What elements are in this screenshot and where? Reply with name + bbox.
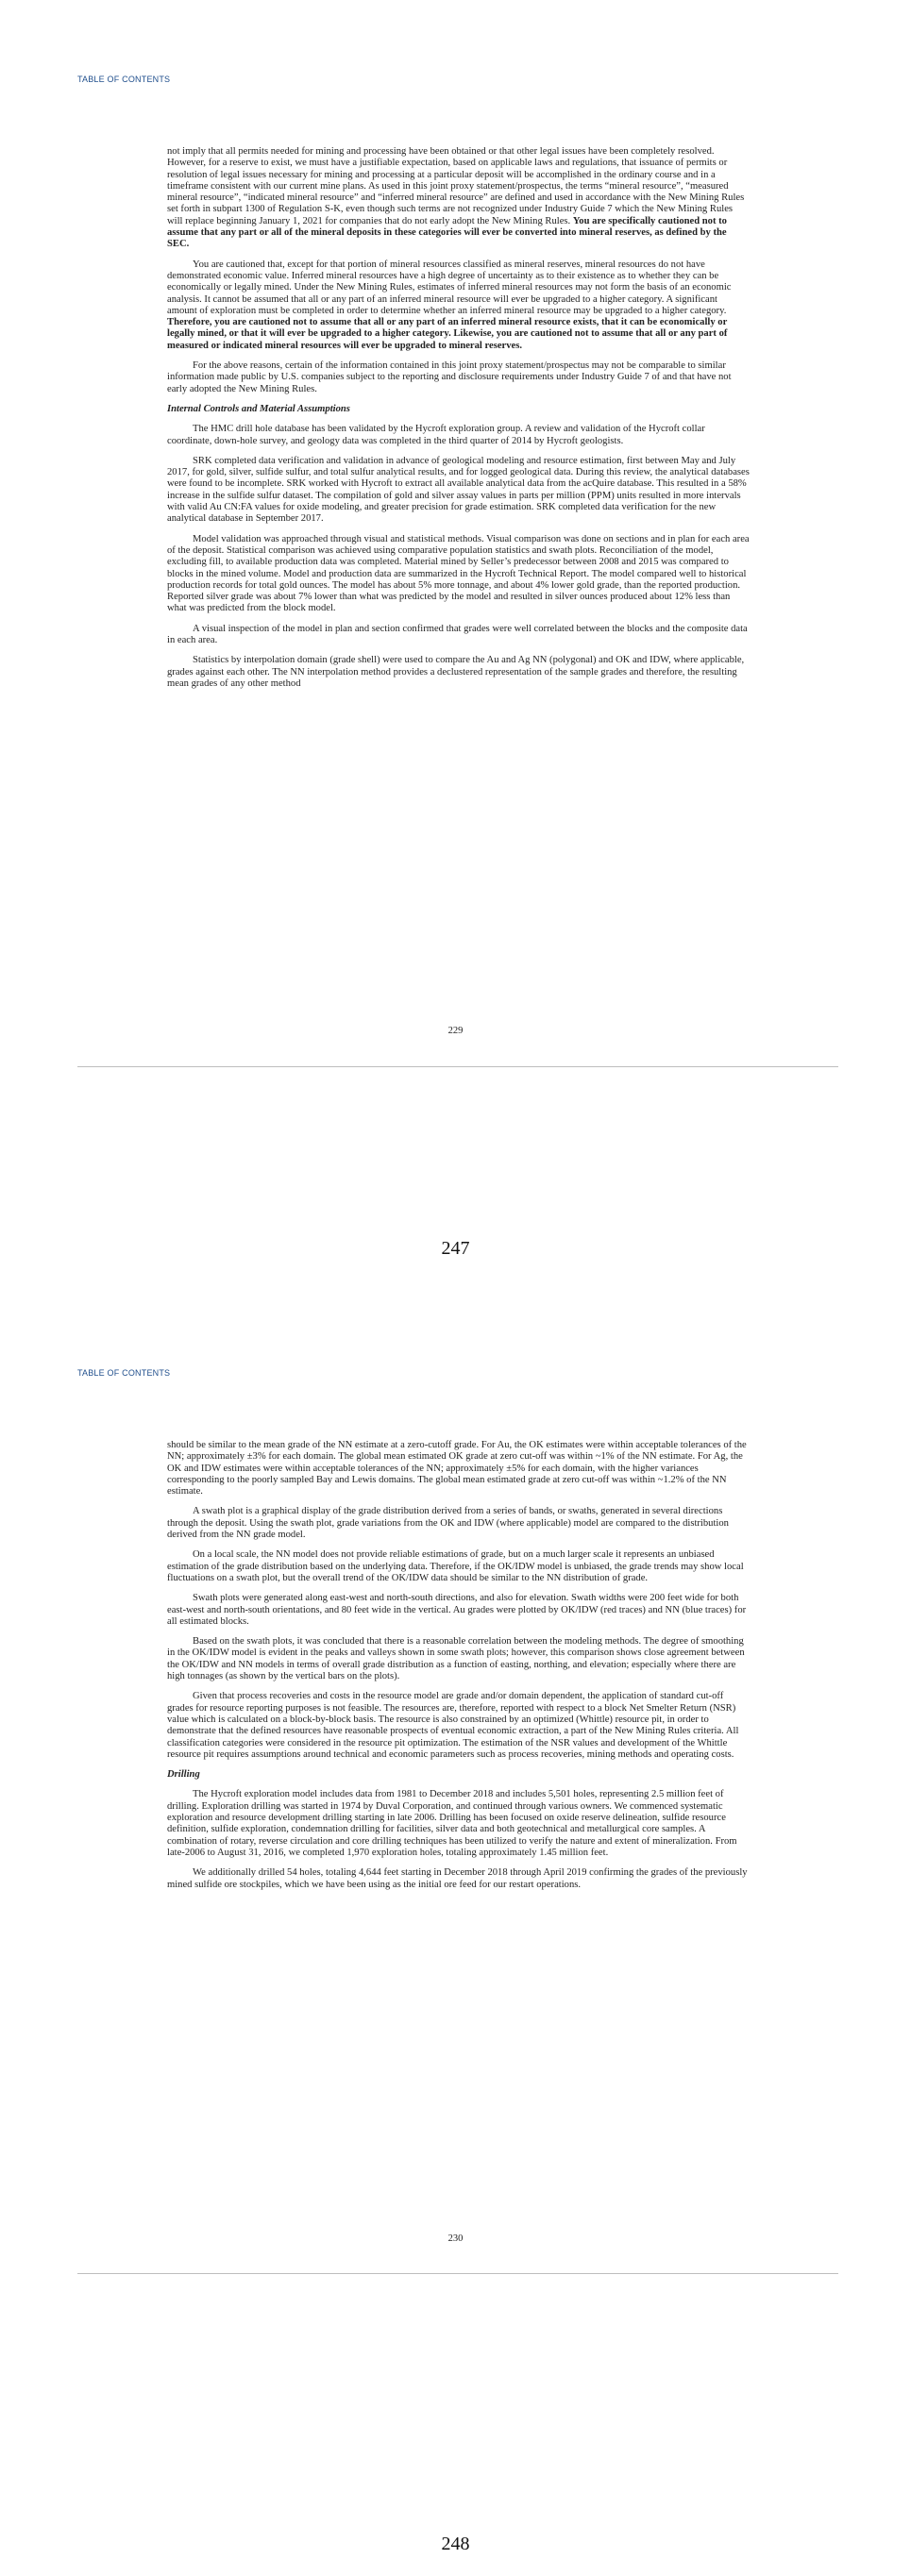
paragraph: SRK completed data verification and validation in advance of geological modeling and resource estimation, first between May and July 2017, for gold, silver, sulfide sulfur, and total sulfur analytical results, and for logged geological data. During this review, the analytical databases were found to be incomplete. SRK worked with Hycroft to extract all available analytical data from the acQuire database. This resulted in a 58% increase in the sulfide sulfur dataset. The compilation of gold and silver assay values in parts per million (PPM) units resulted in more intervals with valid Au CN:FA values for oxide modeling, and greater precision for grade estimation. SRK completed data verification for the new analytical database in September 2017. [167,455,750,525]
page-number: 230 [447,2233,464,2244]
paragraph: We additionally drilled 54 holes, totaling 4,644 feet starting in December 2018 through April 2019 confirming the grades of the previously mined sulfide ore stockpiles, which we have been using as the initial ore feed for our restart operations. [167,1867,748,1890]
paragraph: Given that process recoveries and costs in the resource model are grade and/or domain dependent, the application of standard cut-off grades for resource reporting purposes is not feasible. The resources are, therefore, reported with respect to a block Net Smelter Return (NSR) value which is calculated on a block-by-block basis. The resource is also constrained by an optimized (Whittle) resource pit, in order to demonstrate that the defined resources have reasonable prospects of eventual economic extraction, a part of the New Mining Rules criteria. All classification categories were considered in the resource pit optimization. The estimation of the NSR values and development of the Whittle resource pit requires assumptions around technical and economic parameters such as process recoveries, mining methods and operating costs. [167,1691,739,1760]
paragraph: Statistics by interpolation domain (grade shell) were used to compare the Au and Ag NN (polygonal) and OK and IDW, where applicable, grades against each other. The NN interpolation method provides a declustered representation of the sample grades and therefore, the resulting mean grades of any other method [167,655,745,689]
page-230-body [167,1440,750,1899]
paragraph: A swath plot is a graphical display of the grade distribution derived from a series of bands, or swaths, generated in several directions through the deposit. Using the swath plot, grade variations from the OK and IDW (where applicable) model are compared to the distribution derived from the NN grade model. [167,1506,729,1541]
pdf-page-number: 248 [441,2534,470,2554]
section-heading: Internal Controls and Material Assumptions [167,403,350,414]
paragraph: A visual inspection of the model in plan and section confirmed that grades were well correlated between the blocks and the composite data in each area. [167,623,748,645]
paragraph: Swath plots were generated along east-west and north-south directions, and also for elevation. Swath widths were 200 feet wide for both east-west and north-south orientations, and 80 feet wide in the vertical. Au grades were plotted by OK/IDW (red traces) and NN (blue traces) for all estimated blocks. [167,1593,747,1627]
page-number: 229 [447,1026,464,1036]
page-divider [77,1066,838,1067]
paragraph: You are cautioned that, except for that portion of mineral resources classified as mineral reserves, mineral resources do not have demonstrated economic value. Inferred mineral resources have a high degree of uncertainty as to their existence as to whether they can be economically or legally mined. Under the New Mining Rules, estimates of inferred mineral resources may not form the basis of an economic analysis. It cannot be assumed that all or any part of an inferred mineral resource will ever be upgraded to a higher category. A significant amount of exploration must be completed in order to determine whether an inferred mineral resource may be upgraded to a higher category. Therefore, you are cautioned not to assume that all or any part of an inferred mineral resource exists, that it can be economically or legally mined, or that it will ever be upgraded to a higher category. Likewise, you are cautioned not to assume that all or any part of measured or indicated mineral resources will ever be upgraded to mineral reserves. [167,259,732,351]
page-divider [77,2273,838,2274]
paragraph: On a local scale, the NN model does not provide reliable estimations of grade, but on a much larger scale it represents an unbiased estimation of the grade distribution based on the underlying data. Therefore, if the OK/IDW model is unbiased, the grade trends may show local fluctuations on a swath plot, but the overall trend of the OK/IDW data should be similar to the NN distribution of grade. [167,1549,744,1583]
paragraph: Based on the swath plots, it was concluded that there is a reasonable correlation between the modeling methods. The degree of smoothing in the OK/IDW model is evident in the peaks and valleys shown in some swath plots; however, this comparison shows close agreement between the OK/IDW and NN models in terms of overall grade distribution as a function of easting, northing, and elevation; especially where there are high tonnages (as shown by the vertical bars on the plots). [167,1636,745,1682]
paragraph: The Hycroft exploration model includes data from 1981 to December 2018 and includes 5,501 holes, representing 2.5 million feet of drilling. Exploration drilling was started in 1974 by Duval Corporation, and continued through various owners. We commenced systematic exploration and resource development drilling starting in late 2006. Drilling has been focused on oxide reserve delineation, sulfide resource definition, sulfide exploration, condemnation drilling for facilities, silver data and both geotechnical and metallurgical core samples. A combination of rotary, reverse circulation and core drilling techniques has been utilized to verify the nature and extent of mineralization. From late-2006 to August 31, 2016, we completed 1,970 exploration holes, totaling approximately 1.45 million feet. [167,1789,737,1858]
bold-caution: Therefore, you are cautioned not to assume that all or any part of an inferred mineral resource exists, that it can be economically or legally mined, or that it will ever be upgraded to a higher category. Likewise, you are cautioned not to assume that all or any part of measured or indicated mineral resources will ever be upgraded to mineral reserves. [167,317,728,351]
section-heading: Drilling [167,1769,200,1781]
bold-caution: You are specifically cautioned not to assume that any part or all of the mineral deposits in these categories will ever be converted into mineral reserves, as defined by the SEC. [167,215,727,250]
pdf-page-number: 247 [441,1238,470,1259]
paragraph: For the above reasons, certain of the information contained in this joint proxy statement/prospectus may not be comparable to similar information made public by U.S. companies subject to the reporting and disclosure requirements under Industry Guide 7 of and that have not early adopted the New Mining Rules. [167,360,732,394]
page-229-body [167,146,750,698]
paragraph: The HMC drill hole database has been validated by the Hycroft exploration group. A review and validation of the Hycroft collar coordinate, down-hole survey, and geology data was completed in the third quarter of 2014 by Hycroft geologists. [167,424,705,446]
paragraph: should be similar to the mean grade of the NN estimate at a zero-cutoff grade. For Au, the OK estimates were within acceptable tolerances of the NN; approximately ±3% for each domain. The global mean estimated OK grade at zero cut-off was within ~1% of the NN estimate. For Ag, the OK and IDW estimates were within acceptable tolerances of the NN; approximately ±5% for each domain, with the higher variances corresponding to the poorly sampled Bay and Lewis domains. The global mean estimated grade at zero cut-off was within ~1.2% of the NN estimate. [167,1440,747,1497]
table-of-contents-link[interactable]: TABLE OF CONTENTS [77,75,171,84]
paragraph: not imply that all permits needed for mining and processing have been obtained or that other legal issues have been completely resolved. However, for a reserve to exist, we must have a justifiable expectation, based on applicable laws and regulations, that issuance of permits or resolution of legal issues necessary for mining and processing at a particular deposit will be accomplished in the ordinary course and in a timeframe consistent with our current mine plans. As used in this joint proxy statement/prospectus, the terms “mineral resource”, “measured mineral resource”, “indicated mineral resource” and “inferred mineral resource” are defined and used in accordance with the New Mining Rules set forth in subpart 1300 of Regulation S-K, even though such terms are not recognized under Industry Guide 7 which the New Mining Rules will replace beginning January 1, 2021 for companies that do not early adopt the New Mining Rules. You are specifically cautioned not to assume that any part or all of the mineral deposits in these categories will ever be converted into mineral reserves, as defined by the SEC. [167,146,745,250]
paragraph: Model validation was approached through visual and statistical methods. Visual comparison was done on sections and in plan for each area of the deposit. Statistical comparison was achieved using comparative population statistics and swath plots. Reconciliation of the model, excluding fill, to available production data was completed. Material mined by Seller’s predecessor between 2008 and 2015 was compared to blocks in the mined volume. Model and production data are summarized in the Hycroft Technical Report. The model compared well to historical production records for total gold ounces. The model has about 5% more tonnage, and about 4% lower gold grade, than the reported production. Reported silver grade was about 7% lower than what was predicted by the model and resulted in silver ounces produced about 12% less than what was predicted from the block model. [167,533,750,614]
table-of-contents-link[interactable]: TABLE OF CONTENTS [77,1368,171,1378]
